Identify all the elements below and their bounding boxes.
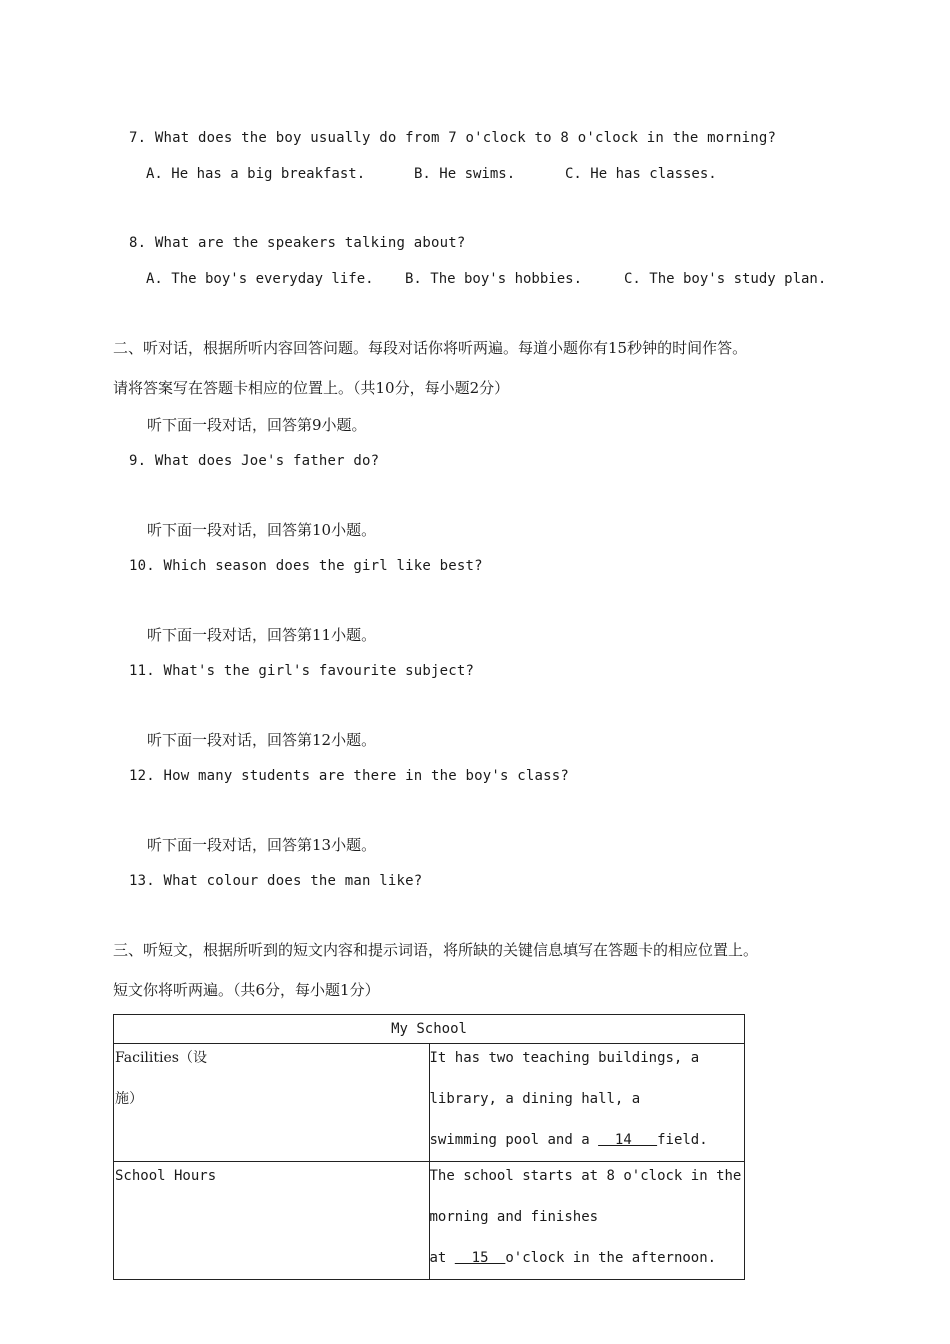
table-row-facilities: [114, 1044, 745, 1162]
facilities-text-cell: [429, 1044, 745, 1162]
blank-14: 14: [598, 1132, 658, 1148]
question-11-prompt: 听下面一段对话，回答第11小题。: [147, 626, 377, 644]
table-title: My School: [114, 1015, 745, 1044]
question-10-text: 10. Which season does the girl like best?: [129, 558, 483, 574]
question-12-text: 12. How many students are there in the boy's class?: [129, 768, 570, 784]
question-10-prompt: 听下面一段对话，回答第10小题。: [147, 521, 377, 539]
question-13-prompt: 听下面一段对话，回答第13小题。: [147, 836, 377, 854]
facilities-label-line-2: 施）: [115, 1091, 143, 1107]
question-12-prompt: 听下面一段对话，回答第12小题。: [147, 731, 377, 749]
my-school-table: [113, 1014, 745, 1280]
question-7-text: 7. What does the boy usually do from 7 o'clock to 8 o'clock in the morning?: [129, 130, 777, 146]
section-3-instructions-line-2: 短文你将听两遍。（共6分，每小题1分）: [113, 981, 380, 999]
school-hours-text-post: o'clock in the afternoon.: [505, 1250, 717, 1266]
question-8-text: 8. What are the speakers talking about?: [129, 235, 466, 251]
section-3-instructions-line-1: 三、听短文，根据所听到的短文内容和提示词语，将所缺的关键信息填写在答题卡的相应位置上。: [113, 941, 759, 959]
question-8-option-b: B. The boy's hobbies.: [405, 271, 583, 287]
question-11-text: 11. What's the girl's favourite subject?: [129, 663, 475, 679]
question-7-option-b: B. He swims.: [414, 166, 516, 182]
question-9-prompt: 听下面一段对话，回答第9小题。: [147, 416, 367, 434]
facilities-text-pre: swimming pool and a: [429, 1132, 599, 1148]
question-7-option-a: A. He has a big breakfast.: [146, 166, 366, 182]
facilities-label-line-1: Facilities（设: [115, 1050, 207, 1066]
school-hours-label-cell: [114, 1162, 430, 1280]
question-7-option-c: C. He has classes.: [565, 166, 717, 182]
facilities-text-line-2: [430, 1120, 745, 1161]
section-2-instructions-line-1: 二、听对话，根据所听内容回答问题。每段对话你将听两遍。每道小题你有15秒钟的时间作答。: [113, 339, 748, 357]
section-2-instructions-line-2: 请将答案写在答题卡相应的位置上。（共10分，每小题2分）: [113, 379, 510, 397]
question-9-text: 9. What does Joe's father do?: [129, 453, 380, 469]
facilities-text-post: field.: [657, 1132, 708, 1148]
question-8-option-c: C. The boy's study plan.: [624, 271, 827, 287]
blank-15: 15: [454, 1250, 506, 1266]
school-hours-text-line-2: [430, 1238, 745, 1279]
school-hours-label: School Hours: [115, 1168, 217, 1184]
facilities-text-line-1: It has two teaching buildings, a library, a dining hall, a: [429, 1050, 700, 1107]
question-8-option-a: A. The boy's everyday life.: [146, 271, 374, 287]
table-row-school-hours: [114, 1162, 745, 1280]
facilities-label-cell: [114, 1044, 430, 1162]
question-13-text: 13. What colour does the man like?: [129, 873, 423, 889]
school-hours-text-pre: at: [429, 1250, 455, 1266]
school-hours-text-line-1: The school starts at 8 o'clock in the morning and finishes: [429, 1168, 742, 1225]
school-hours-text-cell: [429, 1162, 745, 1280]
